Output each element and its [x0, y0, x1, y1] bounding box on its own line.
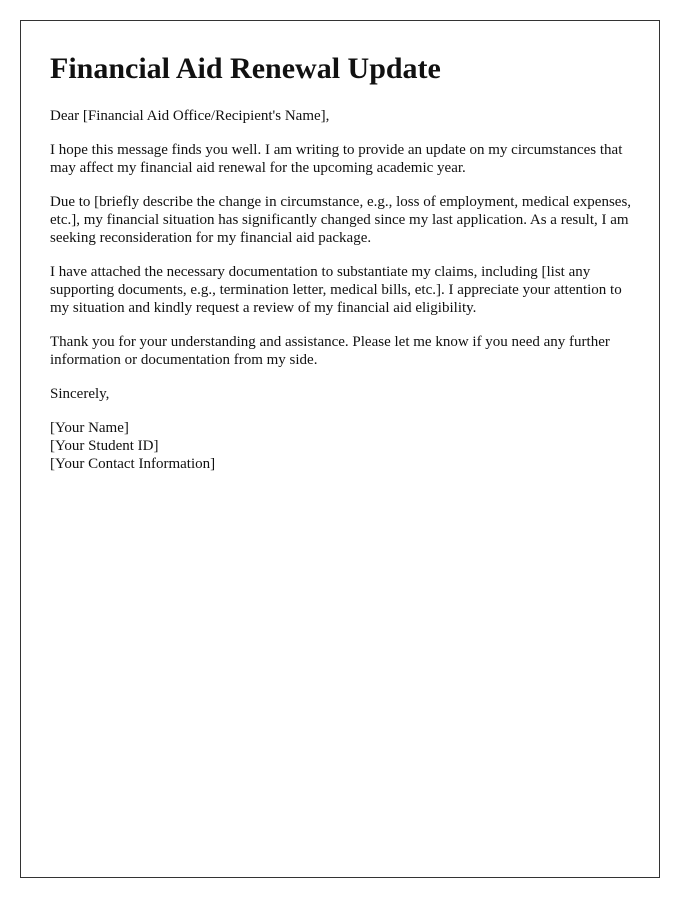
letter-page [20, 20, 660, 878]
paragraph-intro: I hope this message finds you well. I am writing to provide an update on my circumstances that may affect my financial aid renewal for the upcoming academic year. [50, 142, 623, 176]
paragraph-circumstance: Due to [briefly describe the change in circumstance, e.g., loss of employment, medical expenses, etc.], my financial situation has significantly changed since my last application. As a result, I am seeking reconsideration for my financial aid package. [50, 194, 632, 246]
salutation: Dear [Financial Aid Office/Recipient's Name], [50, 108, 330, 124]
letter-content [50, 51, 640, 473]
closing: Sincerely, [50, 386, 110, 402]
signature-name: [Your Name] [50, 420, 129, 436]
signature-contact: [Your Contact Information] [50, 456, 216, 472]
signature-student-id: [Your Student ID] [50, 438, 159, 454]
paragraph-documentation: I have attached the necessary documentation to substantiate my claims, including [list any supporting documents, e.g., termination letter, medical bills, etc.]. I appreciate your attention to my situation and kindly request a review of my financial aid eligibility. [50, 264, 622, 316]
paragraph-thanks: Thank you for your understanding and assistance. Please let me know if you need any further information or documentation from my side. [50, 334, 610, 368]
letter-title: Financial Aid Renewal Update [50, 52, 441, 85]
signature-block [50, 419, 640, 473]
